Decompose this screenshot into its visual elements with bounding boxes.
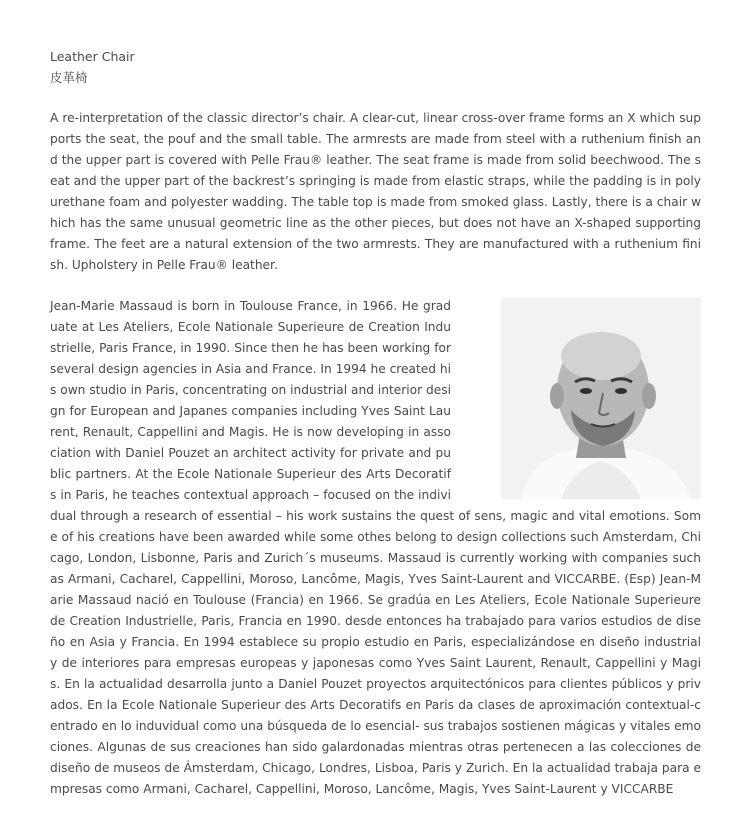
product-title-en: Leather Chair — [50, 49, 135, 64]
designer-bio: Jean-Marie Massaud is born in Toulouse France, in 1966. He graduate at Les Ateliers, Ecole Nationale Superieure de Creation Industrielle, Paris France, in 1990. Since then he has been working for several design agencies in Asia and France. In 1994 he created his own studio in Paris, concentrating on industrial and interior design for European and Japanes companies including Yves Saint Laurent, Renault, Cappellini and Magis. He is now developing in association with Daniel Pouzet an architect activity for private and public partners. At the Ecole Nationale Superieur des Arts Decoratifs in Paris, he teaches contextual approach – focused on the individual through a research of essential – his work sustains the quest of sens, magic and vital emotions. Some of his creations have been awarded while some othes belong to design collections such Amsterdam, Chicago, London, Lisbonne, Paris and Zurich´s museums. Massaud is currently working with companies such as Armani, Cacharel, Cappellini, Moroso, Lancôme, Magis, Yves Saint-Laurent and VICCARBE. (Esp) Jean-Marie Massaud nació en Toulouse (Francia) en 1966. Se gradúa en Les Ateliers, Ecole Nationale Superieure de Creation Industrielle, Paris, Francia en 1990. desde entonces ha trabajado para varios estudios de diseño en Asia y Francia. En 1994 establece su propio estudio en Paris, especializándose en diseño industrial y de interiores para empresas europeas y japonesas como Yves Saint Laurent, Renault, Cappellini y Magis. En la actualidad desarrolla junto a Daniel Pouzet proyectos arquitectónicos para clientes públicos y privados. En la Ecole Nationale Superieur des Arts Decoratifs en Paris da clases de aproximación contextual-centrado en lo induvidual como una búsqueda de lo esencial- sus trabajos sostienen mágicas y vitales emociones. Algunas de sus creaciones han sido galardonadas mientras otras pertenecen a las colecciones de diseño de museos de Ámsterdam, Chicago, Londres, Lisboa, Paris y Zurich. En la actualidad trabaja para empresas como Armani, Cacharel, Cappellini, Moroso, Lancôme, Magis, Yves Saint-Laurent y VICCARBE — [50, 299, 701, 796]
designer-portrait — [501, 298, 701, 499]
designer-portrait-image — [501, 298, 701, 499]
designer-section — [50, 296, 701, 800]
product-title-zh: 皮革椅 — [50, 70, 88, 85]
product-page — [50, 46, 701, 800]
product-description: A re-interpretation of the classic director’s chair. A clear-cut, linear cross-over frame forms an X which supports the seat, the pouf and the small table. The armrests are made from steel with a ruthenium finish and the upper part is covered with Pelle Frau® leather. The seat frame is made from solid beechwood. The seat and the upper part of the backrest’s springing is made from elastic straps, while the padding is in polyurethane foam and polyester wadding. The table top is made from smoked glass. Lastly, there is a chair which has the same unusual geometric line as the other pieces, but does not have an X-shaped supporting frame. The feet are a natural extension of the two armrests. They are manufactured with a ruthenium finish. Upholstery in Pelle Frau® leather. — [50, 111, 701, 272]
